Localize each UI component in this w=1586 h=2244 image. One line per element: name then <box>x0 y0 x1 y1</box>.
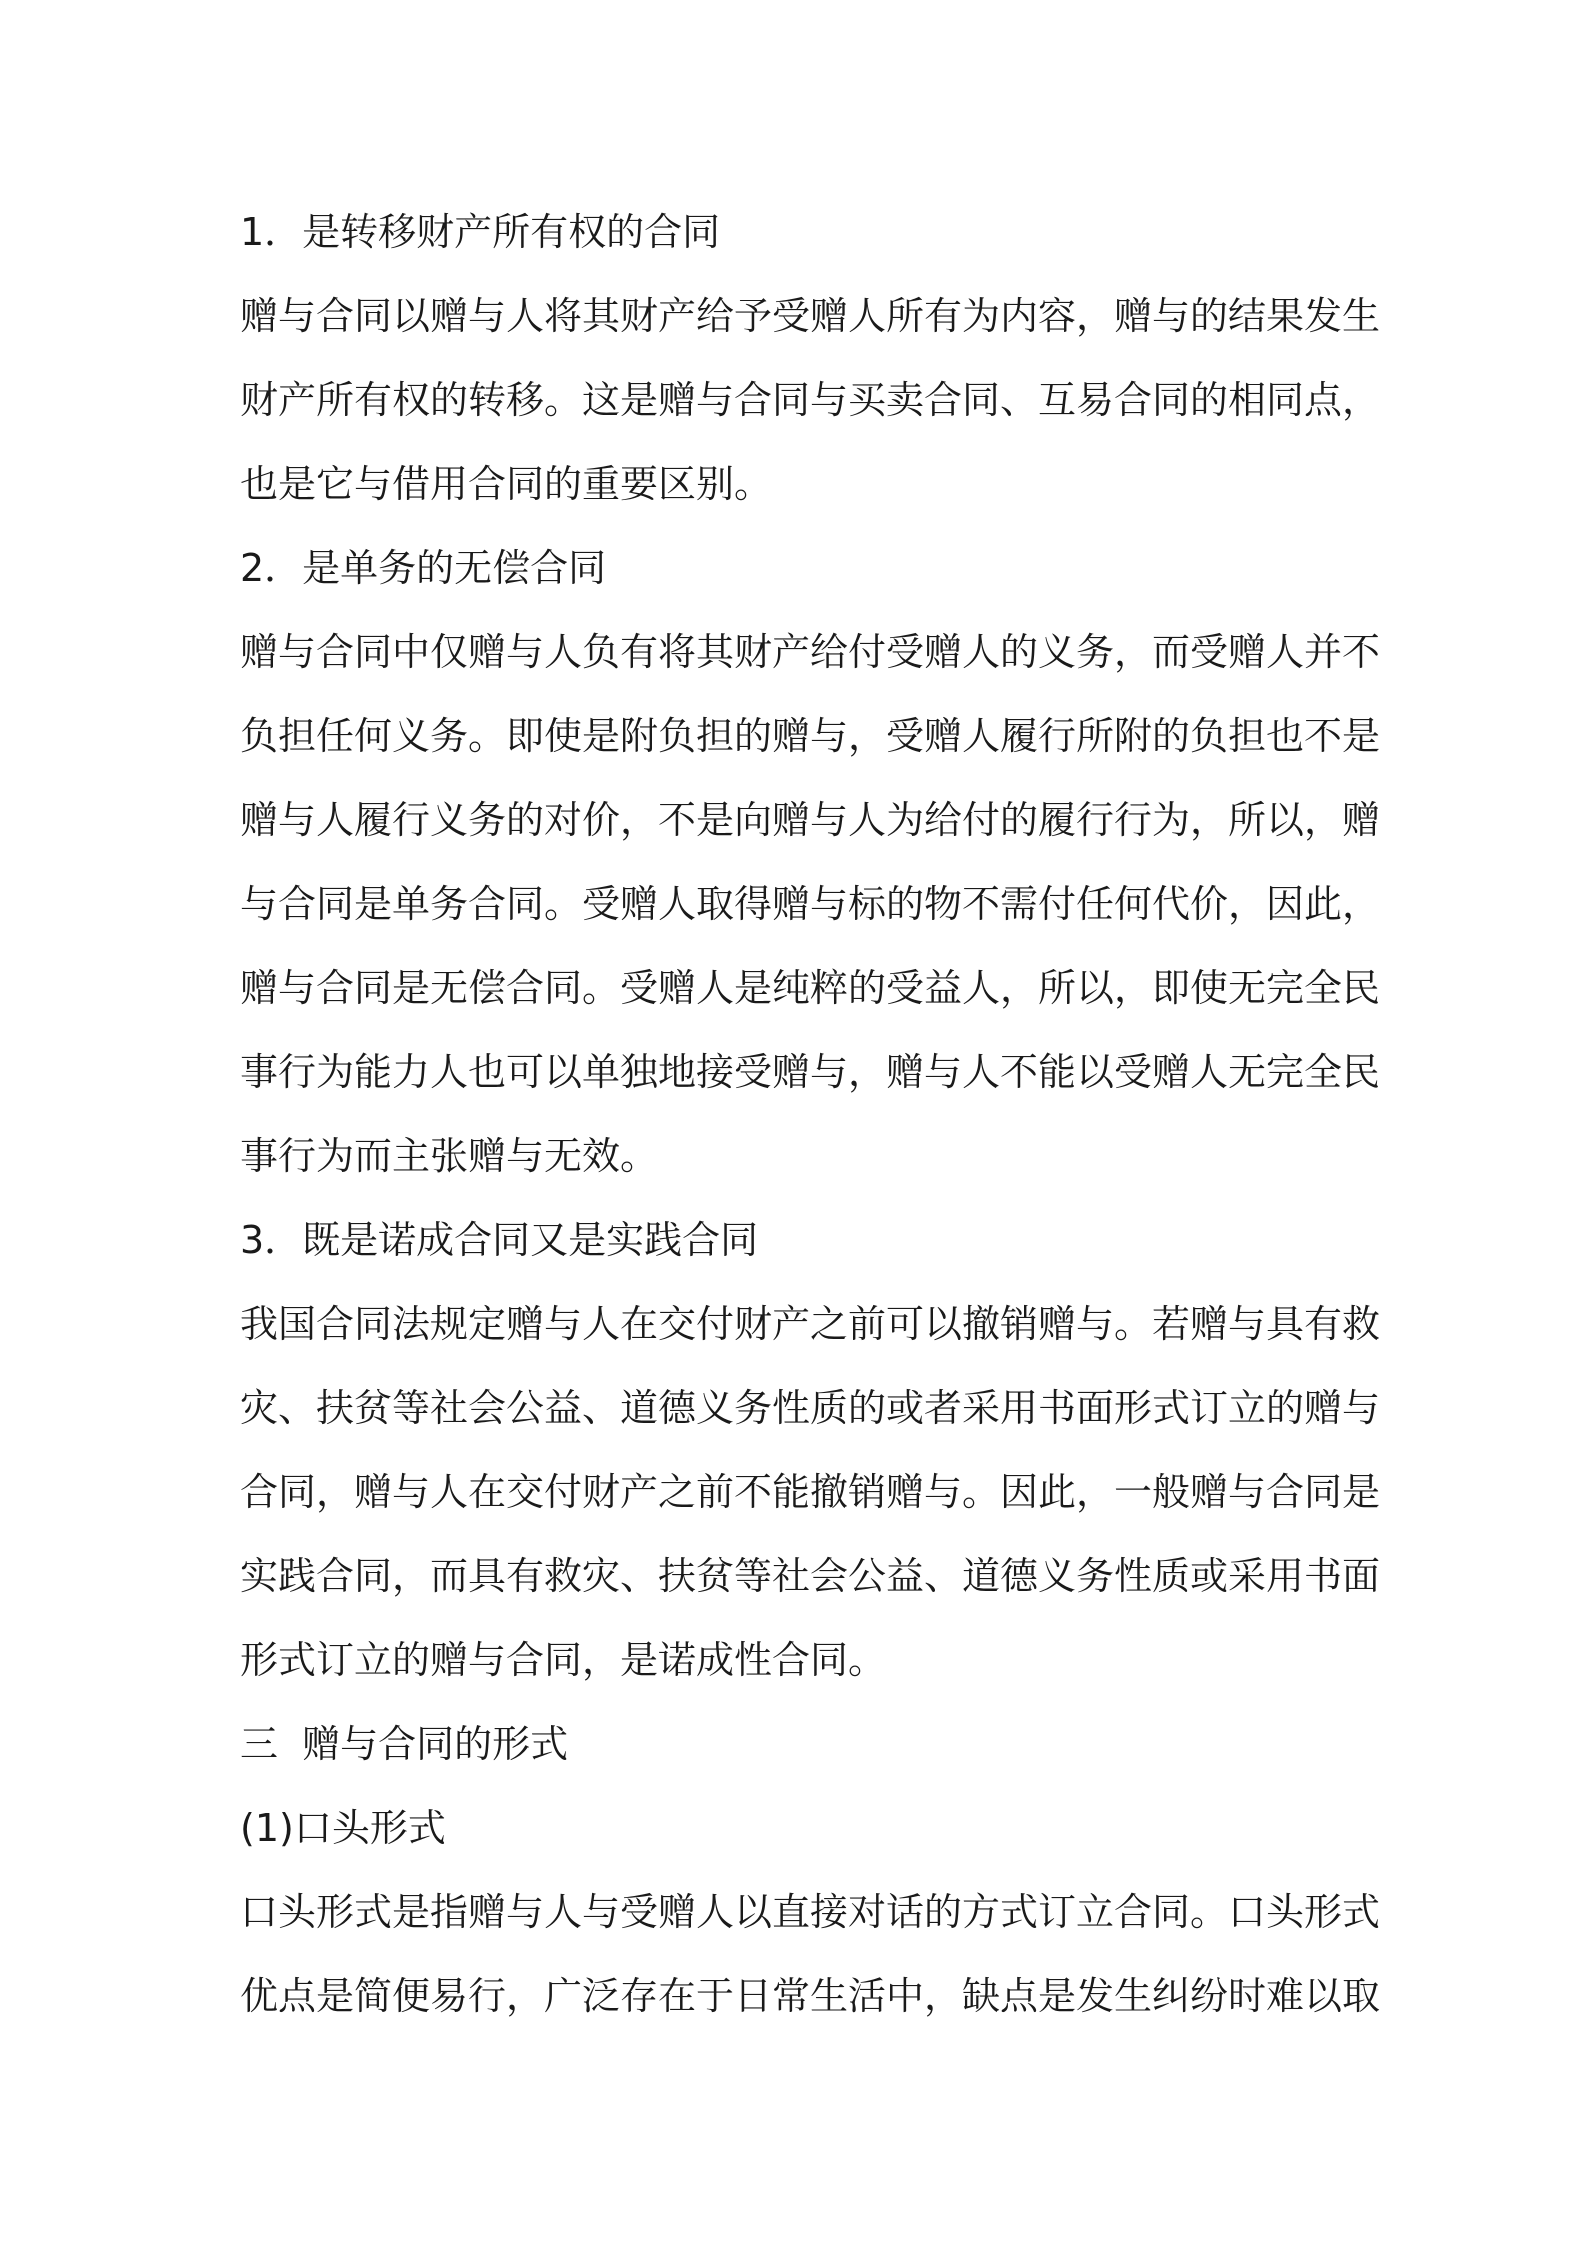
paragraph-line: 赠与合同中仅赠与人负有将其财产给付受赠人的义务，而受赠人并不 <box>240 630 1381 674</box>
heading-2: 2．是单务的无偿合同 <box>240 546 607 590</box>
paragraph-line: 也是它与借用合同的重要区别。 <box>240 462 773 506</box>
subsection-heading: (1)口头形式 <box>240 1806 446 1850</box>
paragraph-line: 负担任何义务。即使是附负担的赠与，受赠人履行所附的负担也不是 <box>240 714 1381 758</box>
paragraph-line: 财产所有权的转移。这是赠与合同与买卖合同、互易合同的相同点， <box>240 378 1381 422</box>
heading-1: 1．是转移财产所有权的合同 <box>240 210 721 254</box>
paragraph-line: 赠与人履行义务的对价，不是向赠与人为给付的履行行为，所以，赠 <box>240 798 1381 842</box>
paragraph-line: 形式订立的赠与合同，是诺成性合同。 <box>240 1638 887 1682</box>
paragraph-line: 赠与合同是无偿合同。受赠人是纯粹的受益人，所以，即使无完全民 <box>240 966 1381 1010</box>
paragraph-line: 口头形式是指赠与人与受赠人以直接对话的方式订立合同。口头形式 <box>240 1890 1381 1934</box>
paragraph-line: 与合同是单务合同。受赠人取得赠与标的物不需付任何代价，因此， <box>240 882 1381 926</box>
paragraph-line: 优点是简便易行，广泛存在于日常生活中，缺点是发生纠纷时难以取 <box>240 1974 1381 2018</box>
paragraph-line: 我国合同法规定赠与人在交付财产之前可以撤销赠与。若赠与具有救 <box>240 1302 1381 1346</box>
paragraph-line: 实践合同，而具有救灾、扶贫等社会公益、道德义务性质或采用书面 <box>240 1554 1381 1598</box>
paragraph-line: 灾、扶贫等社会公益、道德义务性质的或者采用书面形式订立的赠与 <box>240 1386 1381 1430</box>
document-body <box>240 190 1381 2038</box>
paragraph-line: 合同，赠与人在交付财产之前不能撤销赠与。因此，一般赠与合同是 <box>240 1470 1381 1514</box>
section-heading: 三 赠与合同的形式 <box>240 1722 569 1766</box>
heading-3: 3．既是诺成合同又是实践合同 <box>240 1218 759 1262</box>
paragraph-line: 事行为能力人也可以单独地接受赠与，赠与人不能以受赠人无完全民 <box>240 1050 1381 1094</box>
paragraph-line: 赠与合同以赠与人将其财产给予受赠人所有为内容，赠与的结果发生 <box>240 294 1381 338</box>
paragraph-line: 事行为而主张赠与无效。 <box>240 1134 659 1178</box>
